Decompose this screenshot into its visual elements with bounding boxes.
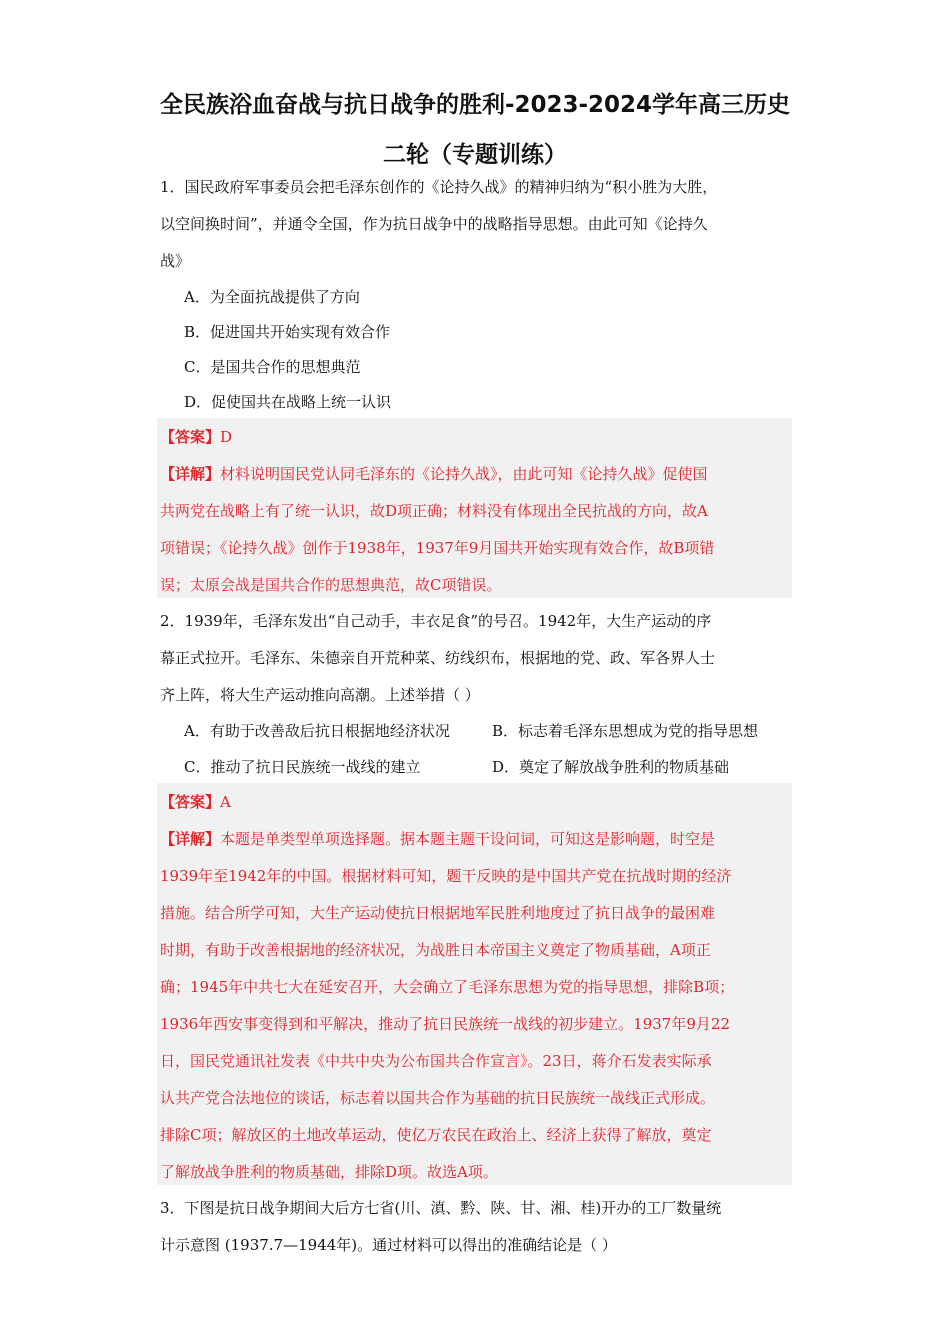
answer-value: A xyxy=(220,793,231,811)
detail-line: 误；太原会战是国共合作的思想典范，故C项错误。 xyxy=(160,576,502,594)
option-d: D．奠定了解放战争胜利的物质基础 xyxy=(492,758,730,776)
detail-line: 排除C项；解放区的土地改革运动，使亿万农民在政治上、经济上获得了解放，奠定 xyxy=(160,1126,712,1144)
question-stem-line: 1．国民政府军事委员会把毛泽东创作的《论持久战》的精神归纳为“积小胜为大胜， xyxy=(160,178,718,196)
question-stem-line: 计示意图 (1937.7—1944年)。通过材料可以得出的准确结论是（ ） xyxy=(160,1236,617,1254)
detail-line: 【详解】本题是单类型单项选择题。据本题主题干设问词，可知这是影响题，时空是 xyxy=(160,830,716,848)
detail-line: 措施。结合所学可知，大生产运动使抗日根据地军民胜利地度过了抗日战争的最困难 xyxy=(160,904,716,922)
detail-line: 项错误；《论持久战》创作于1938年，1937年9月国共开始实现有效合作，故B项错 xyxy=(160,539,715,557)
question-stem-line: 3．下图是抗日战争期间大后方七省(川、滇、黔、陕、甘、湘、桂)开办的工厂数量统 xyxy=(160,1199,722,1217)
answer-tag: 【答案】 xyxy=(160,428,221,446)
question-stem-line: 2．1939年，毛泽东发出“自己动手，丰衣足食”的号召。1942年，大生产运动的序 xyxy=(160,612,712,630)
answer-value: D xyxy=(220,428,233,446)
detail-line: 确；1945年中共七大在延安召开，大会确立了毛泽东思想为党的指导思想，排除B项； xyxy=(160,978,735,996)
option-a: A．为全面抗战提供了方向 xyxy=(184,288,360,306)
detail-tag: 【详解】 xyxy=(160,465,221,483)
option-c: C．推动了抗日民族统一战线的建立 xyxy=(184,758,421,776)
detail-line: 认共产党合法地位的谈话，标志着以国共合作为基础的抗日民族统一战线正式形成。 xyxy=(160,1089,716,1107)
document-title-line-1: 全民族浴血奋战与抗日战争的胜利-2023-2024学年高三历史 xyxy=(159,92,791,118)
answer-tag: 【答案】 xyxy=(160,793,221,811)
question-stem-line: 以空间换时间”，并通令全国，作为抗日战争中的战略指导思想。由此可知《论持久 xyxy=(160,215,708,233)
question-stem-line: 战》 xyxy=(160,252,191,270)
option-a: A．有助于改善敌后抗日根据地经济状况 xyxy=(184,722,450,740)
option-b: B．促进国共开始实现有效合作 xyxy=(184,323,391,341)
detail-line: 共两党在战略上有了统一认识，故D项正确；材料没有体现出全民抗战的方向，故A xyxy=(160,502,708,520)
document-title-line-2: 二轮（专题训练） xyxy=(383,142,567,168)
detail-line: 1939年至1942年的中国。根据材料可知，题干反映的是中国共产党在抗战时期的经济 xyxy=(160,867,732,885)
option-c: C．是国共合作的思想典范 xyxy=(184,358,361,376)
detail-line: 时期，有助于改善根据地的经济状况，为战胜日本帝国主义奠定了物质基础，A项正 xyxy=(160,941,711,959)
question-stem-line: 齐上阵，将大生产运动推向高潮。上述举措（ ） xyxy=(160,686,480,704)
answer-line xyxy=(160,791,231,812)
answer-block xyxy=(157,418,792,598)
option-b: B．标志着毛泽东思想成为党的指导思想 xyxy=(492,722,759,740)
detail-line: 1936年西安事变得到和平解决，推动了抗日民族统一战线的初步建立。1937年9月22 xyxy=(160,1015,730,1033)
option-d: D．促使国共在战略上统一认识 xyxy=(184,393,392,411)
detail-tag: 【详解】 xyxy=(160,830,221,848)
answer-line xyxy=(160,426,232,447)
detail-line: 了解放战争胜利的物质基础，排除D项。故选A项。 xyxy=(160,1163,498,1181)
detail-line: 日，国民党通讯社发表《中共中央为公布国共合作宣言》。23日，蒋介石发表实际承 xyxy=(160,1052,712,1070)
detail-line: 【详解】材料说明国民党认同毛泽东的《论持久战》，由此可知《论持久战》促使国 xyxy=(160,465,708,483)
answer-block xyxy=(157,783,792,1185)
question-stem-line: 幕正式拉开。毛泽东、朱德亲自开荒种菜、纺线织布，根据地的党、政、军各界人士 xyxy=(160,649,716,667)
